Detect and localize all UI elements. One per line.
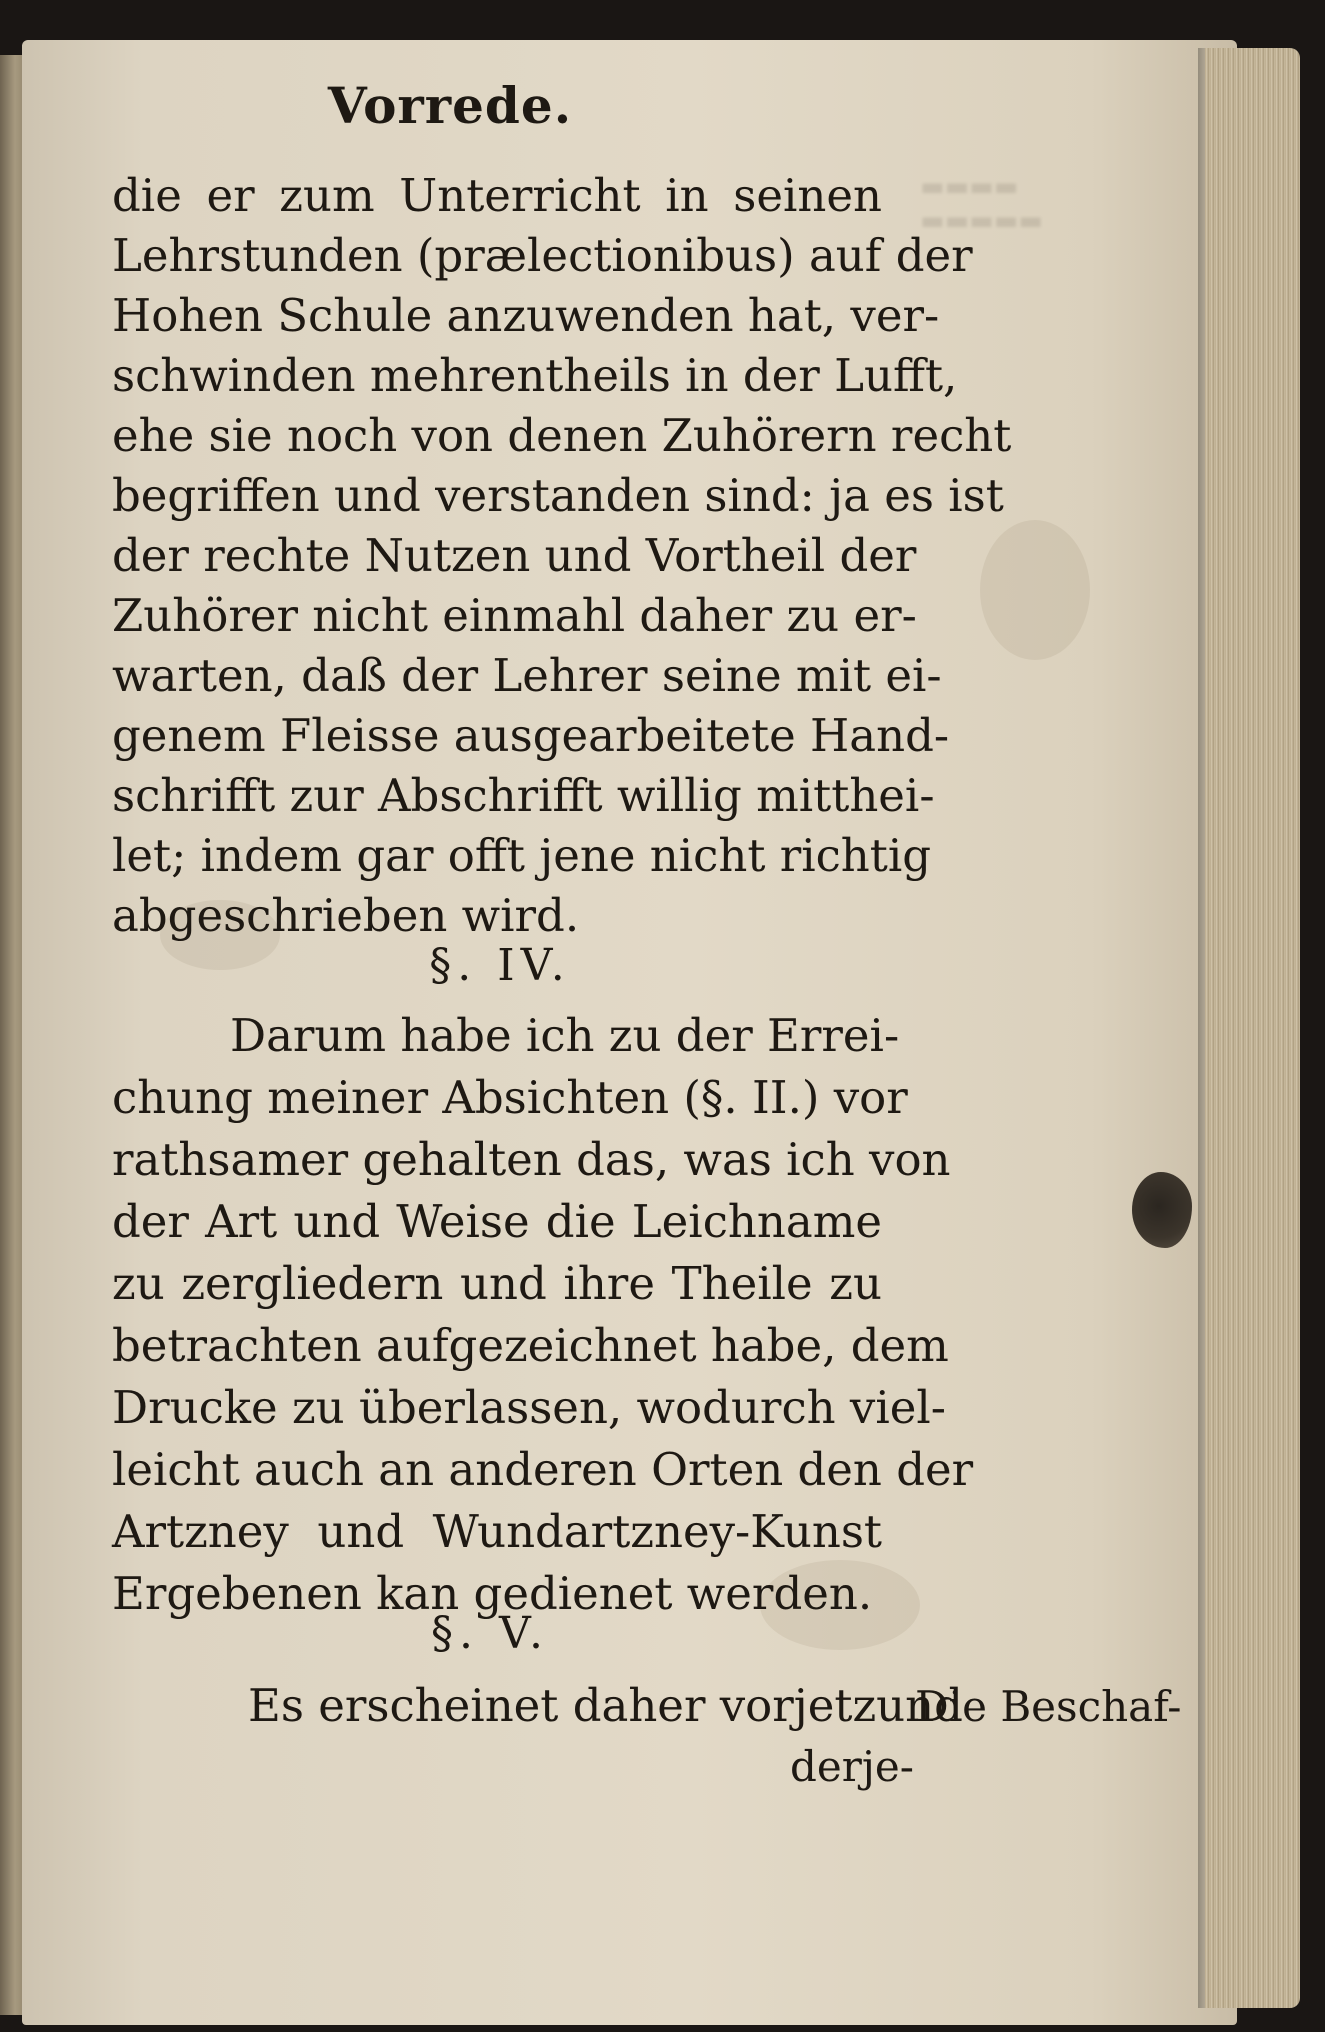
text-line: Artzney und Wundartzney-Kunst xyxy=(112,1505,882,1558)
text-line: schrifft zur Abschrifft willig mitthei- xyxy=(112,769,935,822)
text-line: rathsamer gehalten das, was ich von xyxy=(112,1133,951,1186)
text-line: Darum habe ich zu der Errei- xyxy=(230,1009,900,1062)
text-line: Ergebenen kan gedienet werden. xyxy=(112,1567,873,1620)
text-line: Hohen Schule anzuwenden hat, ver- xyxy=(112,289,940,342)
text-line: warten, daß der Lehrer seine mit ei- xyxy=(112,649,942,702)
text-line: genem Fleisse ausgearbeitete Hand- xyxy=(112,709,950,762)
catchword: derje- xyxy=(790,1742,914,1791)
text-line: Drucke zu überlassen, wodurch viel- xyxy=(112,1381,946,1434)
running-header: Vorrede. xyxy=(327,76,573,135)
text-line: let; indem gar offt jene nicht richtig xyxy=(112,829,932,882)
text-line: schwinden mehrentheils in der Lufft, xyxy=(112,349,958,402)
text-line: Lehrstunden (prælectionibus) auf der xyxy=(112,229,973,282)
marginal-note: Die Beschaf- xyxy=(915,1682,1182,1731)
text-line: Zuhörer nicht einmahl daher zu er- xyxy=(112,589,917,642)
text-line: begriffen und verstanden sind: ja es ist xyxy=(112,469,1004,522)
text-line: betrachten aufgezeichnet habe, dem xyxy=(112,1319,949,1372)
text-line: Es erscheinet daher vorjetzund xyxy=(248,1679,963,1732)
text-line: zu zergliedern und ihre Theile zu xyxy=(112,1257,882,1310)
show-through-text: ▬▬▬▬ ▬▬▬▬▬ xyxy=(920,172,1043,236)
text-line: der rechte Nutzen und Vortheil der xyxy=(112,529,917,582)
text-line: ehe sie noch von denen Zuhörern recht xyxy=(112,409,1012,462)
text-line: abgeschrieben wird. xyxy=(112,889,580,942)
section-heading-v: §. V. xyxy=(430,1608,550,1659)
text-line: chung meiner Absichten (§. II.) vor xyxy=(112,1071,908,1124)
text-line: der Art und Weise die Leichname xyxy=(112,1195,882,1248)
text-line: leicht auch an anderen Orten den der xyxy=(112,1443,974,1496)
section-heading-iv: §. IV. xyxy=(429,940,571,991)
text-line: die er zum Unterricht in seinen xyxy=(112,169,882,222)
